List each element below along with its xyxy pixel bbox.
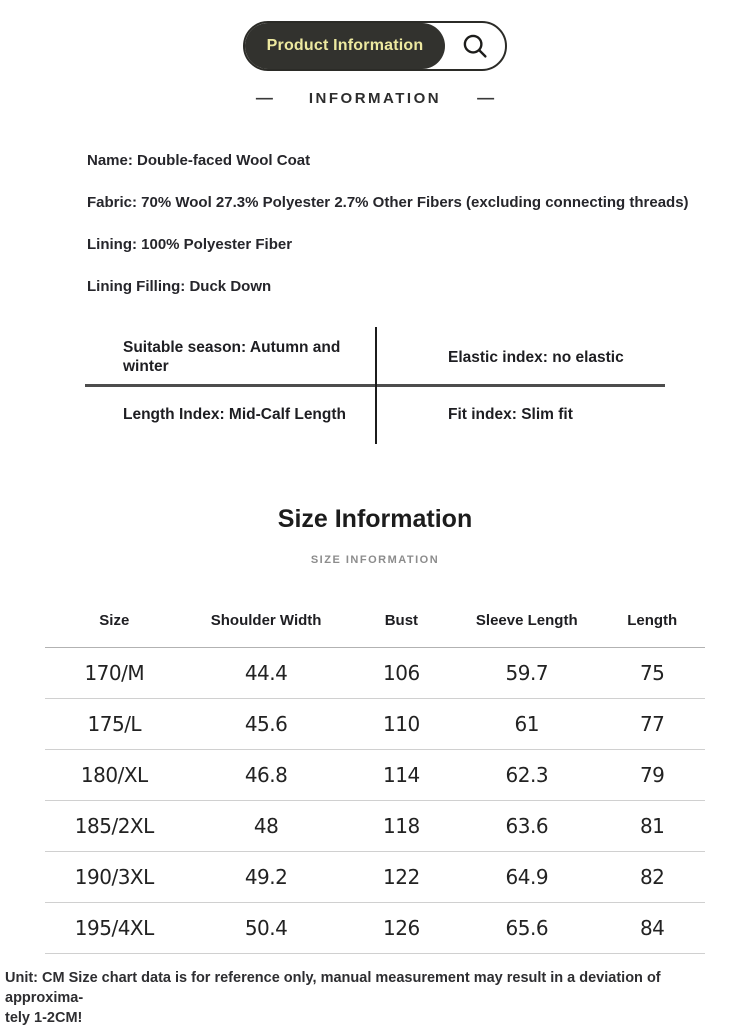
cell-bust: 106	[349, 648, 455, 699]
detail-name: Name: Double-faced Wool Coat	[87, 152, 311, 169]
spec-elastic-index: Elastic index: no elastic	[448, 348, 624, 366]
detail-lining-filling: Lining Filling: Duck Down	[87, 278, 272, 295]
detail-lining: Lining: 100% Polyester Fiber	[87, 236, 293, 253]
size-table	[45, 597, 705, 954]
column-header-shoulder-width: Shoulder Width	[184, 597, 349, 648]
cell-size: 190/3XL	[45, 852, 184, 903]
information-section-title: INFORMATION	[308, 89, 442, 107]
column-header-sleeve-length: Sleeve Length	[454, 597, 599, 648]
cell-length: 82	[599, 852, 705, 903]
cell-size: 185/2XL	[45, 801, 184, 852]
cell-length: 75	[599, 648, 705, 699]
product-information-badge-row	[0, 0, 750, 71]
cell-sleeve-length: 61	[454, 699, 599, 750]
table-row	[45, 903, 705, 954]
unit-note-line-2: tely 1-2CM!	[5, 1010, 83, 1026]
cell-bust: 118	[349, 801, 455, 852]
cell-shoulder-width: 45.6	[184, 699, 349, 750]
column-header-size: Size	[45, 597, 184, 648]
column-header-bust: Bust	[349, 597, 455, 648]
information-section-header	[0, 88, 750, 108]
search-button[interactable]	[445, 31, 505, 61]
spec-length-index: Length Index: Mid-Calf Length	[123, 405, 347, 423]
size-information-subtitle: SIZE INFORMATION	[310, 554, 440, 566]
cell-length: 77	[599, 699, 705, 750]
spec-grid-vertical-divider	[375, 327, 377, 444]
left-dash: —	[255, 88, 273, 107]
product-information-pill-dark-segment	[245, 23, 445, 69]
spec-suitable-season: Suitable season: Autumn and winter	[123, 339, 341, 375]
cell-length: 81	[599, 801, 705, 852]
search-icon	[460, 31, 490, 61]
right-dash: —	[477, 88, 495, 107]
product-information-label: Product Information	[266, 37, 424, 54]
cell-sleeve-length: 62.3	[454, 750, 599, 801]
spec-fit-index: Fit index: Slim fit	[448, 405, 573, 423]
cell-length: 84	[599, 903, 705, 954]
cell-sleeve-length: 59.7	[454, 648, 599, 699]
detail-fabric: Fabric: 70% Wool 27.3% Polyester 2.7% Other Fibers (excluding connecting threads)	[87, 194, 689, 211]
table-row	[45, 648, 705, 699]
product-information-pill	[243, 21, 507, 71]
cell-sleeve-length: 65.6	[454, 903, 599, 954]
table-row	[45, 699, 705, 750]
cell-shoulder-width: 48	[184, 801, 349, 852]
spec-grid	[85, 330, 665, 441]
cell-bust: 114	[349, 750, 455, 801]
cell-size: 195/4XL	[45, 903, 184, 954]
cell-bust: 122	[349, 852, 455, 903]
size-information-title: Size Information	[277, 505, 473, 533]
table-row	[45, 750, 705, 801]
product-details	[87, 152, 690, 296]
cell-size: 170/M	[45, 648, 184, 699]
cell-sleeve-length: 64.9	[454, 852, 599, 903]
cell-size: 180/XL	[45, 750, 184, 801]
cell-sleeve-length: 63.6	[454, 801, 599, 852]
cell-bust: 126	[349, 903, 455, 954]
table-row	[45, 801, 705, 852]
cell-shoulder-width: 49.2	[184, 852, 349, 903]
size-table-header-row	[45, 597, 705, 648]
cell-size: 175/L	[45, 699, 184, 750]
cell-length: 79	[599, 750, 705, 801]
table-row	[45, 852, 705, 903]
cell-shoulder-width: 44.4	[184, 648, 349, 699]
unit-note-line-1: Unit: CM Size chart data is for reference only, manual measurement may result in a deviation of approxima-	[5, 970, 661, 1006]
cell-bust: 110	[349, 699, 455, 750]
column-header-length: Length	[599, 597, 705, 648]
cell-shoulder-width: 50.4	[184, 903, 349, 954]
cell-shoulder-width: 46.8	[184, 750, 349, 801]
unit-note	[0, 968, 750, 1028]
